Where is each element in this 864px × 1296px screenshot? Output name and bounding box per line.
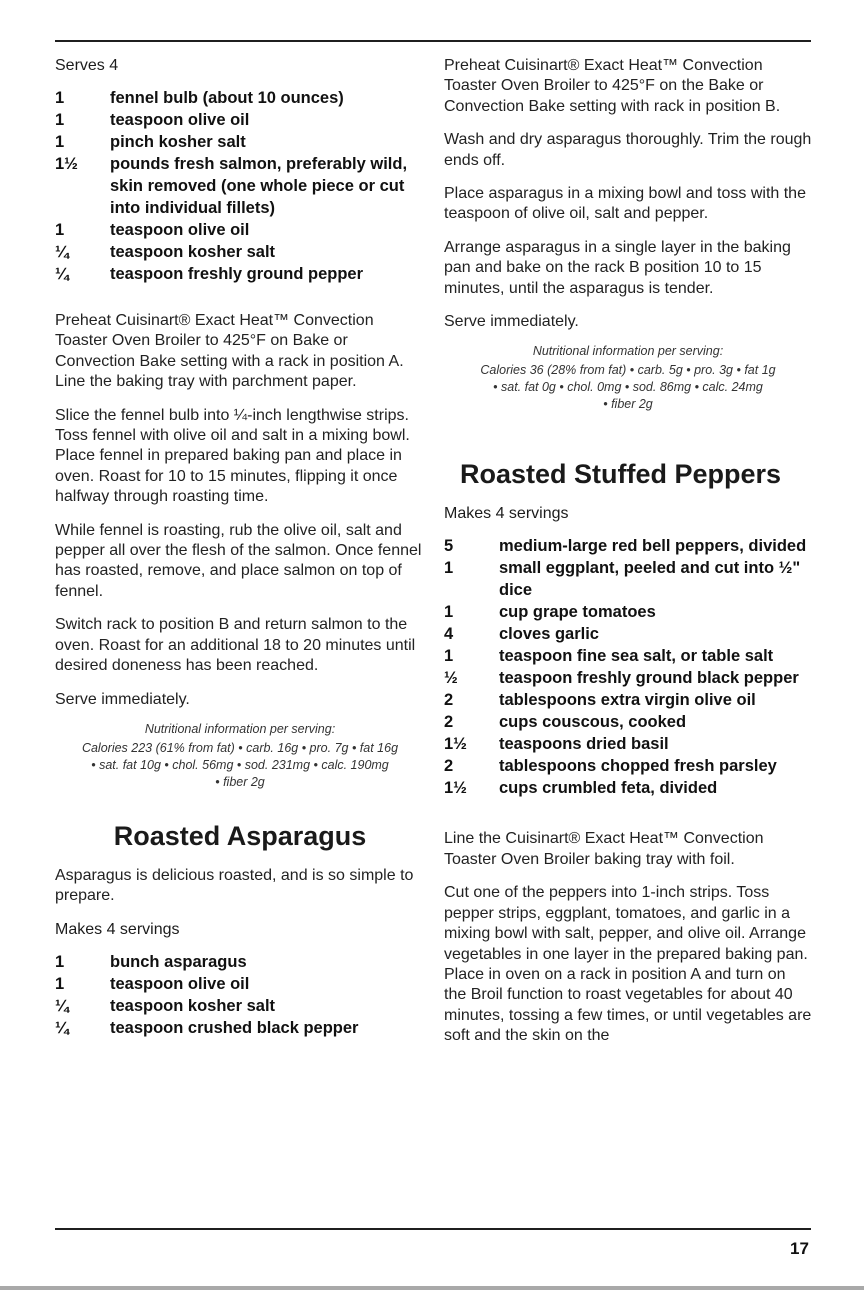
ingredient-qty: 1½ bbox=[55, 155, 78, 173]
ingredient-row bbox=[444, 755, 812, 777]
asparagus-intro: Asparagus is delicious roasted, and is so simple to prepare. bbox=[55, 866, 414, 905]
ingredient-row bbox=[55, 951, 425, 973]
asparagus-title: Roasted Asparagus bbox=[113, 820, 367, 851]
ingredient-qty: 1½ bbox=[444, 735, 467, 754]
ingredient-row bbox=[444, 623, 812, 645]
ingredient-text: teaspoon kosher salt bbox=[110, 996, 276, 1015]
ingredient-qty: ¼ bbox=[55, 265, 69, 283]
ingredient-text: pinch kosher salt bbox=[110, 133, 246, 151]
asparagus-nutrition-line: Calories 36 (28% from fat) • carb. 5g • pro. 3g • fat 1g bbox=[480, 363, 776, 378]
ingredient-row bbox=[55, 87, 425, 109]
asparagus-step-5: Serve immediately. bbox=[444, 313, 579, 331]
ingredient-qty: 1 bbox=[55, 89, 65, 107]
salmon-step-5: Serve immediately. bbox=[55, 690, 190, 708]
salmon-step-1: Preheat Cuisinart® Exact Heat™ Convection Toaster Oven Broiler to 425°F on Bake or Convection Bake setting with a rack in position A. Line the baking tray with parchment paper. bbox=[55, 312, 404, 391]
ingredient-qty: 1 bbox=[55, 221, 65, 239]
ingredient-text: teaspoon olive oil bbox=[110, 974, 250, 993]
bottom-rule bbox=[55, 1228, 811, 1230]
peppers-ingredient-list bbox=[444, 535, 812, 799]
asparagus-step-3: Place asparagus in a mixing bowl and toss with the teaspoon of olive oil, salt and pepper. bbox=[444, 185, 806, 223]
ingredient-qty: 1 bbox=[55, 974, 65, 993]
right-column bbox=[444, 56, 812, 1060]
ingredient-qty: ¼ bbox=[55, 996, 69, 1015]
asparagus-step-4: Arrange asparagus in a single layer in the baking pan and bake on the rack B position 10 to 15 minutes, until the asparagus is tender. bbox=[444, 238, 791, 297]
ingredient-row bbox=[444, 601, 812, 623]
left-column bbox=[55, 56, 425, 1065]
salmon-nutrition-heading: Nutritional information per serving: bbox=[144, 721, 336, 736]
peppers-step-2: Cut one of the peppers into 1-inch strips. Toss pepper strips, eggplant, tomatoes, and garlic in a mixing bowl with salt, pepper, and olive oil. Arrange vegetables in one layer in the prepared baking pan. Place in oven on a rack in position A and turn on the Broil function to roast vegetables for about 40 minutes, tossing a few times, or until vegetables are soft and the skin on the bbox=[444, 884, 812, 1045]
serves-text: Serves 4 bbox=[55, 57, 119, 74]
ingredient-qty: 1 bbox=[444, 603, 454, 622]
ingredient-text: teaspoon freshly ground pepper bbox=[110, 265, 364, 283]
peppers-title: Roasted Stuffed Peppers bbox=[460, 459, 782, 490]
ingredient-qty: 1 bbox=[55, 952, 65, 971]
salmon-nutrition-line: • fiber 2g bbox=[215, 774, 265, 789]
ingredient-text: cloves garlic bbox=[499, 625, 599, 644]
ingredient-text: teaspoon kosher salt bbox=[110, 243, 276, 261]
salmon-nutrition-line: Calories 223 (61% from fat) • carb. 16g • pro. 7g • fat 16g bbox=[81, 740, 399, 755]
peppers-step-1: Line the Cuisinart® Exact Heat™ Convection Toaster Oven Broiler baking tray with foil. bbox=[444, 830, 764, 868]
ingredient-row bbox=[55, 131, 425, 153]
asparagus-ingredient-list bbox=[55, 951, 425, 1039]
ingredient-row bbox=[55, 219, 425, 241]
ingredient-qty: 1 bbox=[55, 133, 65, 151]
asparagus-nutrition-line: • fiber 2g bbox=[603, 397, 653, 412]
ingredient-row bbox=[55, 241, 425, 263]
ingredient-text: medium-large red bell peppers, divided bbox=[499, 537, 807, 556]
ingredient-qty: 1 bbox=[55, 111, 65, 129]
salmon-nutrition-line: • sat. fat 10g • chol. 56mg • sod. 231mg • calc. 190mg bbox=[91, 757, 389, 772]
ingredient-row bbox=[444, 535, 812, 557]
ingredient-text: teaspoon olive oil bbox=[110, 111, 250, 129]
ingredient-row bbox=[55, 1017, 425, 1039]
ingredient-text: tablespoons extra virgin olive oil bbox=[499, 691, 756, 710]
ingredient-qty: 2 bbox=[444, 691, 454, 710]
page-edge-shadow bbox=[0, 1286, 864, 1290]
asparagus-makes: Makes 4 servings bbox=[55, 920, 180, 938]
ingredient-text: fennel bulb (about 10 ounces) bbox=[110, 89, 344, 107]
ingredient-qty: 1½ bbox=[444, 779, 467, 798]
ingredient-text: pounds fresh salmon, preferably wild, skin removed (one whole piece or cut into individual fillets) bbox=[110, 155, 408, 217]
ingredient-qty: 2 bbox=[444, 757, 454, 776]
salmon-step-3: While fennel is roasting, rub the olive oil, salt and pepper all over the flesh of the salmon. Once fennel has roasted, remove, and place salmon on top of fennel. bbox=[55, 521, 422, 600]
ingredient-text: teaspoons dried basil bbox=[499, 735, 669, 754]
ingredient-text: teaspoon crushed black pepper bbox=[110, 1018, 359, 1037]
ingredient-row bbox=[55, 263, 425, 285]
ingredient-row bbox=[55, 153, 425, 219]
ingredient-qty: ¼ bbox=[55, 243, 69, 261]
peppers-makes: Makes 4 servings bbox=[444, 505, 569, 523]
asparagus-nutrition-heading: Nutritional information per serving: bbox=[532, 344, 724, 359]
ingredient-qty: 2 bbox=[444, 713, 454, 732]
asparagus-step-2: Wash and dry asparagus thoroughly. Trim the rough ends off. bbox=[444, 131, 812, 169]
ingredient-text: cups couscous, cooked bbox=[499, 713, 687, 732]
ingredient-row bbox=[444, 557, 812, 601]
ingredient-qty: 1 bbox=[444, 647, 454, 666]
ingredient-row bbox=[55, 995, 425, 1017]
ingredient-row bbox=[444, 689, 812, 711]
ingredient-text: teaspoon fine sea salt, or table salt bbox=[499, 647, 774, 666]
salmon-step-4: Switch rack to position B and return salmon to the oven. Roast for an additional 18 to 20 minutes until desired doneness has been reached. bbox=[55, 616, 416, 675]
ingredient-row bbox=[55, 109, 425, 131]
ingredient-qty: 5 bbox=[444, 537, 454, 556]
ingredient-text: small eggplant, peeled and cut into ½" dice bbox=[499, 559, 801, 600]
ingredient-row bbox=[444, 711, 812, 733]
ingredient-row bbox=[444, 645, 812, 667]
asparagus-step-1: Preheat Cuisinart® Exact Heat™ Convection Toaster Oven Broiler to 425°F on the Bake or Convection Bake setting with rack in position B. bbox=[444, 57, 781, 115]
ingredient-row bbox=[444, 733, 812, 755]
ingredient-text: teaspoon olive oil bbox=[110, 221, 250, 239]
salmon-ingredient-list bbox=[55, 87, 425, 285]
ingredient-qty: ½ bbox=[444, 669, 458, 688]
ingredient-text: cup grape tomatoes bbox=[499, 603, 656, 622]
ingredient-text: bunch asparagus bbox=[110, 952, 247, 971]
salmon-step-2: Slice the fennel bulb into ¼-inch lengthwise strips. Toss fennel with olive oil and salt in a mixing bowl. Place fennel in prepared baking pan and place in oven. Roast for 10 to 15 minutes, flipping it once halfway through roasting time. bbox=[55, 406, 410, 506]
ingredient-qty: ¼ bbox=[55, 1018, 69, 1037]
ingredient-qty: 1 bbox=[444, 559, 454, 578]
ingredient-text: teaspoon freshly ground black pepper bbox=[499, 669, 799, 688]
top-rule bbox=[55, 40, 811, 42]
ingredient-row bbox=[444, 777, 812, 799]
page-number: 17 bbox=[790, 1239, 809, 1258]
ingredient-qty: 4 bbox=[444, 625, 454, 644]
ingredient-text: tablespoons chopped fresh parsley bbox=[499, 757, 777, 776]
ingredient-row bbox=[55, 973, 425, 995]
ingredient-row bbox=[444, 667, 812, 689]
ingredient-text: cups crumbled feta, divided bbox=[499, 779, 718, 798]
asparagus-nutrition-line: • sat. fat 0g • chol. 0mg • sod. 86mg • calc. 24mg bbox=[493, 380, 763, 395]
